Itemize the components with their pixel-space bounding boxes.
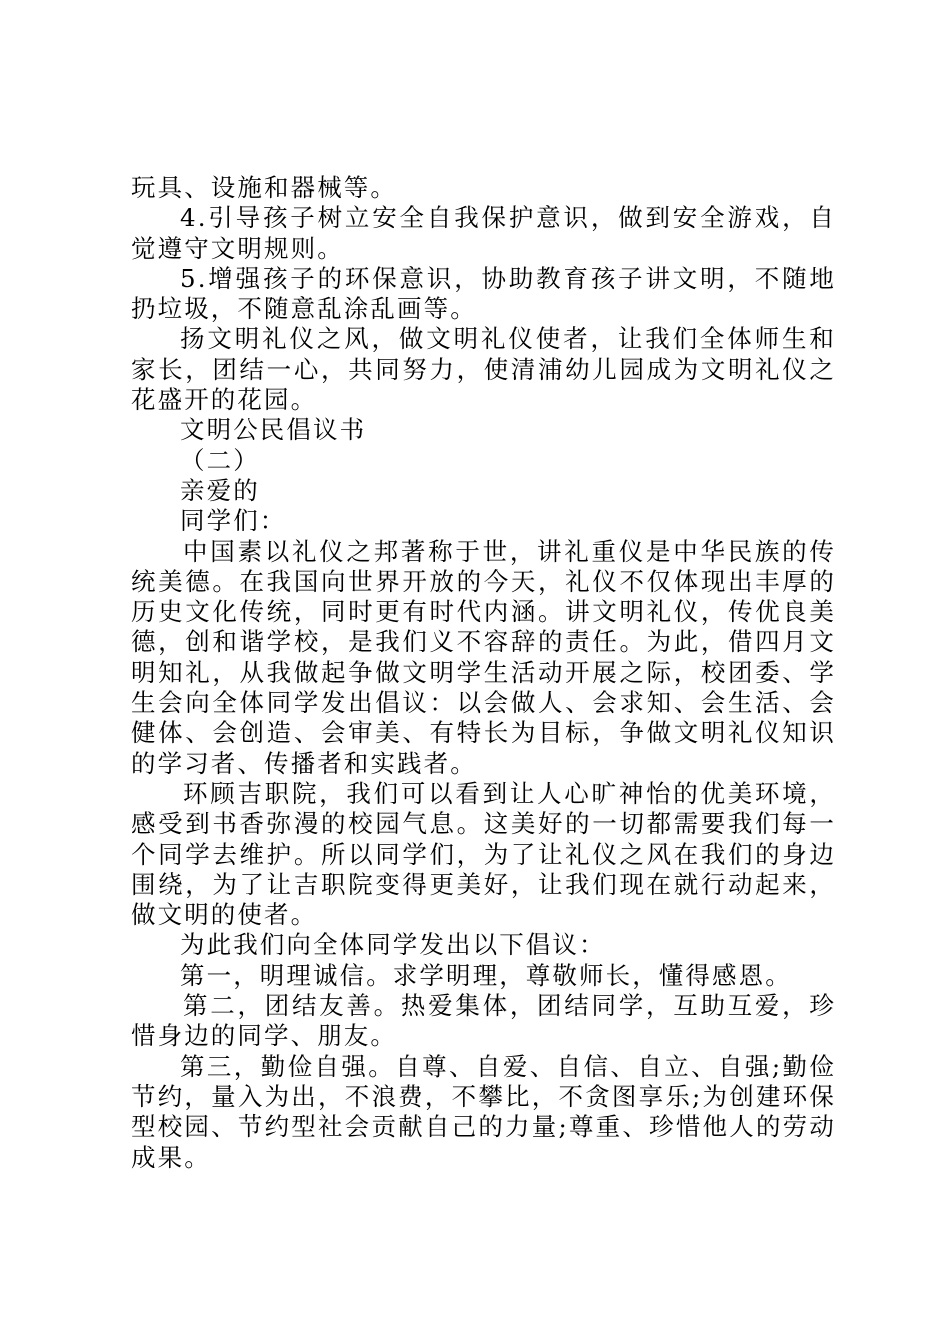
proposal-first: 第一，明理诚信。求学明理，尊敬师长，懂得感恩。	[180, 960, 792, 990]
section-number: （二）	[180, 445, 260, 475]
paragraph-etiquette: 中国素以礼仪之邦著称于世，讲礼重仪是中华民族的传统美德。在我国向世界开放的今天，礼仪不仅体现出丰厚的历史文化传统，同时更有时代内涵。讲文明礼仪，传优良美德，创和谐学校，是我们义不容辞的责任。为此，借四月文明知礼，从我做起争做文明学生活动开展之际，校团委、学生会向全体同学发出倡议：以会做人、会求知、会生活、会健体、会创造、会审美、有特长为目标，争做文明礼仪知识的学习者、传播者和实践者。	[131, 536, 836, 778]
paragraph-toys: 玩具、设施和器械等。	[131, 173, 397, 202]
proposal-second: 第二，团结友善。热爱集体，团结同学，互助互爱，珍惜身边的同学、朋友。	[131, 991, 836, 1051]
document-body	[131, 173, 836, 1173]
paragraph-campus: 环顾吉职院，我们可以看到让人心旷神怡的优美环境，感受到书香弥漫的校园气息。这美好的一切都需要我们每一个同学去维护。所以同学们，为了让礼仪之风在我们的身边围绕，为了让吉职院变得更美好，让我们现在就行动起来，做文明的使者。	[131, 778, 836, 930]
salutation-dear: 亲爱的	[180, 475, 260, 505]
section-title: 文明公民倡议书	[180, 415, 367, 445]
paragraph-closing: 扬文明礼仪之风，做文明礼仪使者，让我们全体师生和家长，团结一心，共同努力，使清浦幼儿园成为文明礼仪之花盛开的花园。	[131, 324, 836, 415]
salutation-students: 同学们：	[180, 506, 287, 536]
paragraph-item-4: 4.引导孩子树立安全自我保护意识，做到安全游戏，自觉遵守文明规则。	[131, 203, 836, 263]
proposal-third: 第三，勤俭自强。自尊、自爱、自信、自立、自强;勤俭节约，量入为出，不浪费，不攀比，不贪图享乐;为创建环保型校园、节约型社会贡献自己的力量;尊重、珍惜他人的劳动成果。	[131, 1051, 836, 1172]
paragraph-proposal-intro: 为此我们向全体同学发出以下倡议：	[180, 930, 606, 960]
paragraph-item-5: 5.增强孩子的环保意识，协助教育孩子讲文明，不随地扔垃圾，不随意乱涂乱画等。	[131, 263, 836, 324]
